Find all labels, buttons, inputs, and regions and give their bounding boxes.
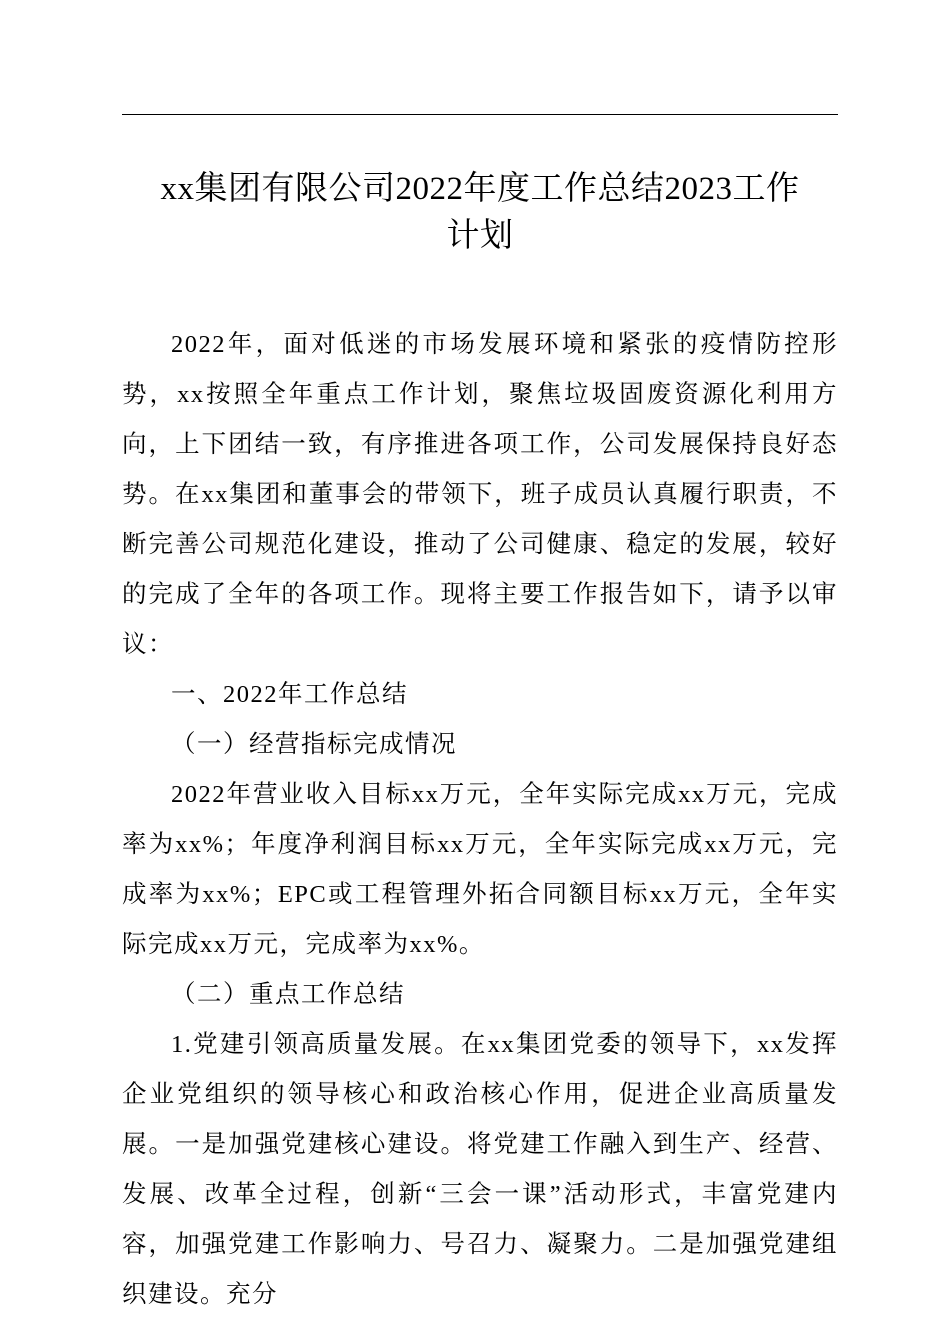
title-line-2: 计划: [446, 218, 514, 254]
subsection-1-heading: （一）经营指标完成情况: [171, 731, 457, 758]
title-line-1: xx集团有限公司2022年度工作总结2023工作: [160, 171, 800, 207]
subsection-1-paragraph: 2022年营业收入目标xx万元，全年实际完成xx万元，完成率为xx%；年度净利润目标xx万元，全年实际完成xx万元，完成率为xx%；EPC或工程管理外拓合同额目标xx万元，全年实际完成xx万元，完成率为xx%。: [122, 781, 838, 958]
section-1-heading: 一、2022年工作总结: [171, 681, 408, 708]
intro-paragraph: 2022年，面对低迷的市场发展环境和紧张的疫情防控形势，xx按照全年重点工作计划，聚焦垃圾固废资源化利用方向，上下团结一致，有序推进各项工作，公司发展保持良好态势。在xx集团和董事会的带领下，班子成员认真履行职责，不断完善公司规范化建设，推动了公司健康、稳定的发展，较好的完成了全年的各项工作。现将主要工作报告如下，请予以审议：: [122, 331, 838, 658]
subsection-2-heading: （二）重点工作总结: [171, 981, 405, 1008]
document-body: [122, 320, 838, 1320]
header-rule: [122, 114, 838, 115]
item-1-paragraph: 1.党建引领高质量发展。在xx集团党委的领导下，xx发挥企业党组织的领导核心和政治核心作用，促进企业高质量发展。一是加强党建核心建设。将党建工作融入到生产、经营、发展、改革全过程，创新“三会一课”活动形式，丰富党建内容，加强党建工作影响力、号召力、凝聚力。二是加强党建组织建设。充分: [122, 1031, 838, 1308]
document-title: [110, 166, 850, 260]
